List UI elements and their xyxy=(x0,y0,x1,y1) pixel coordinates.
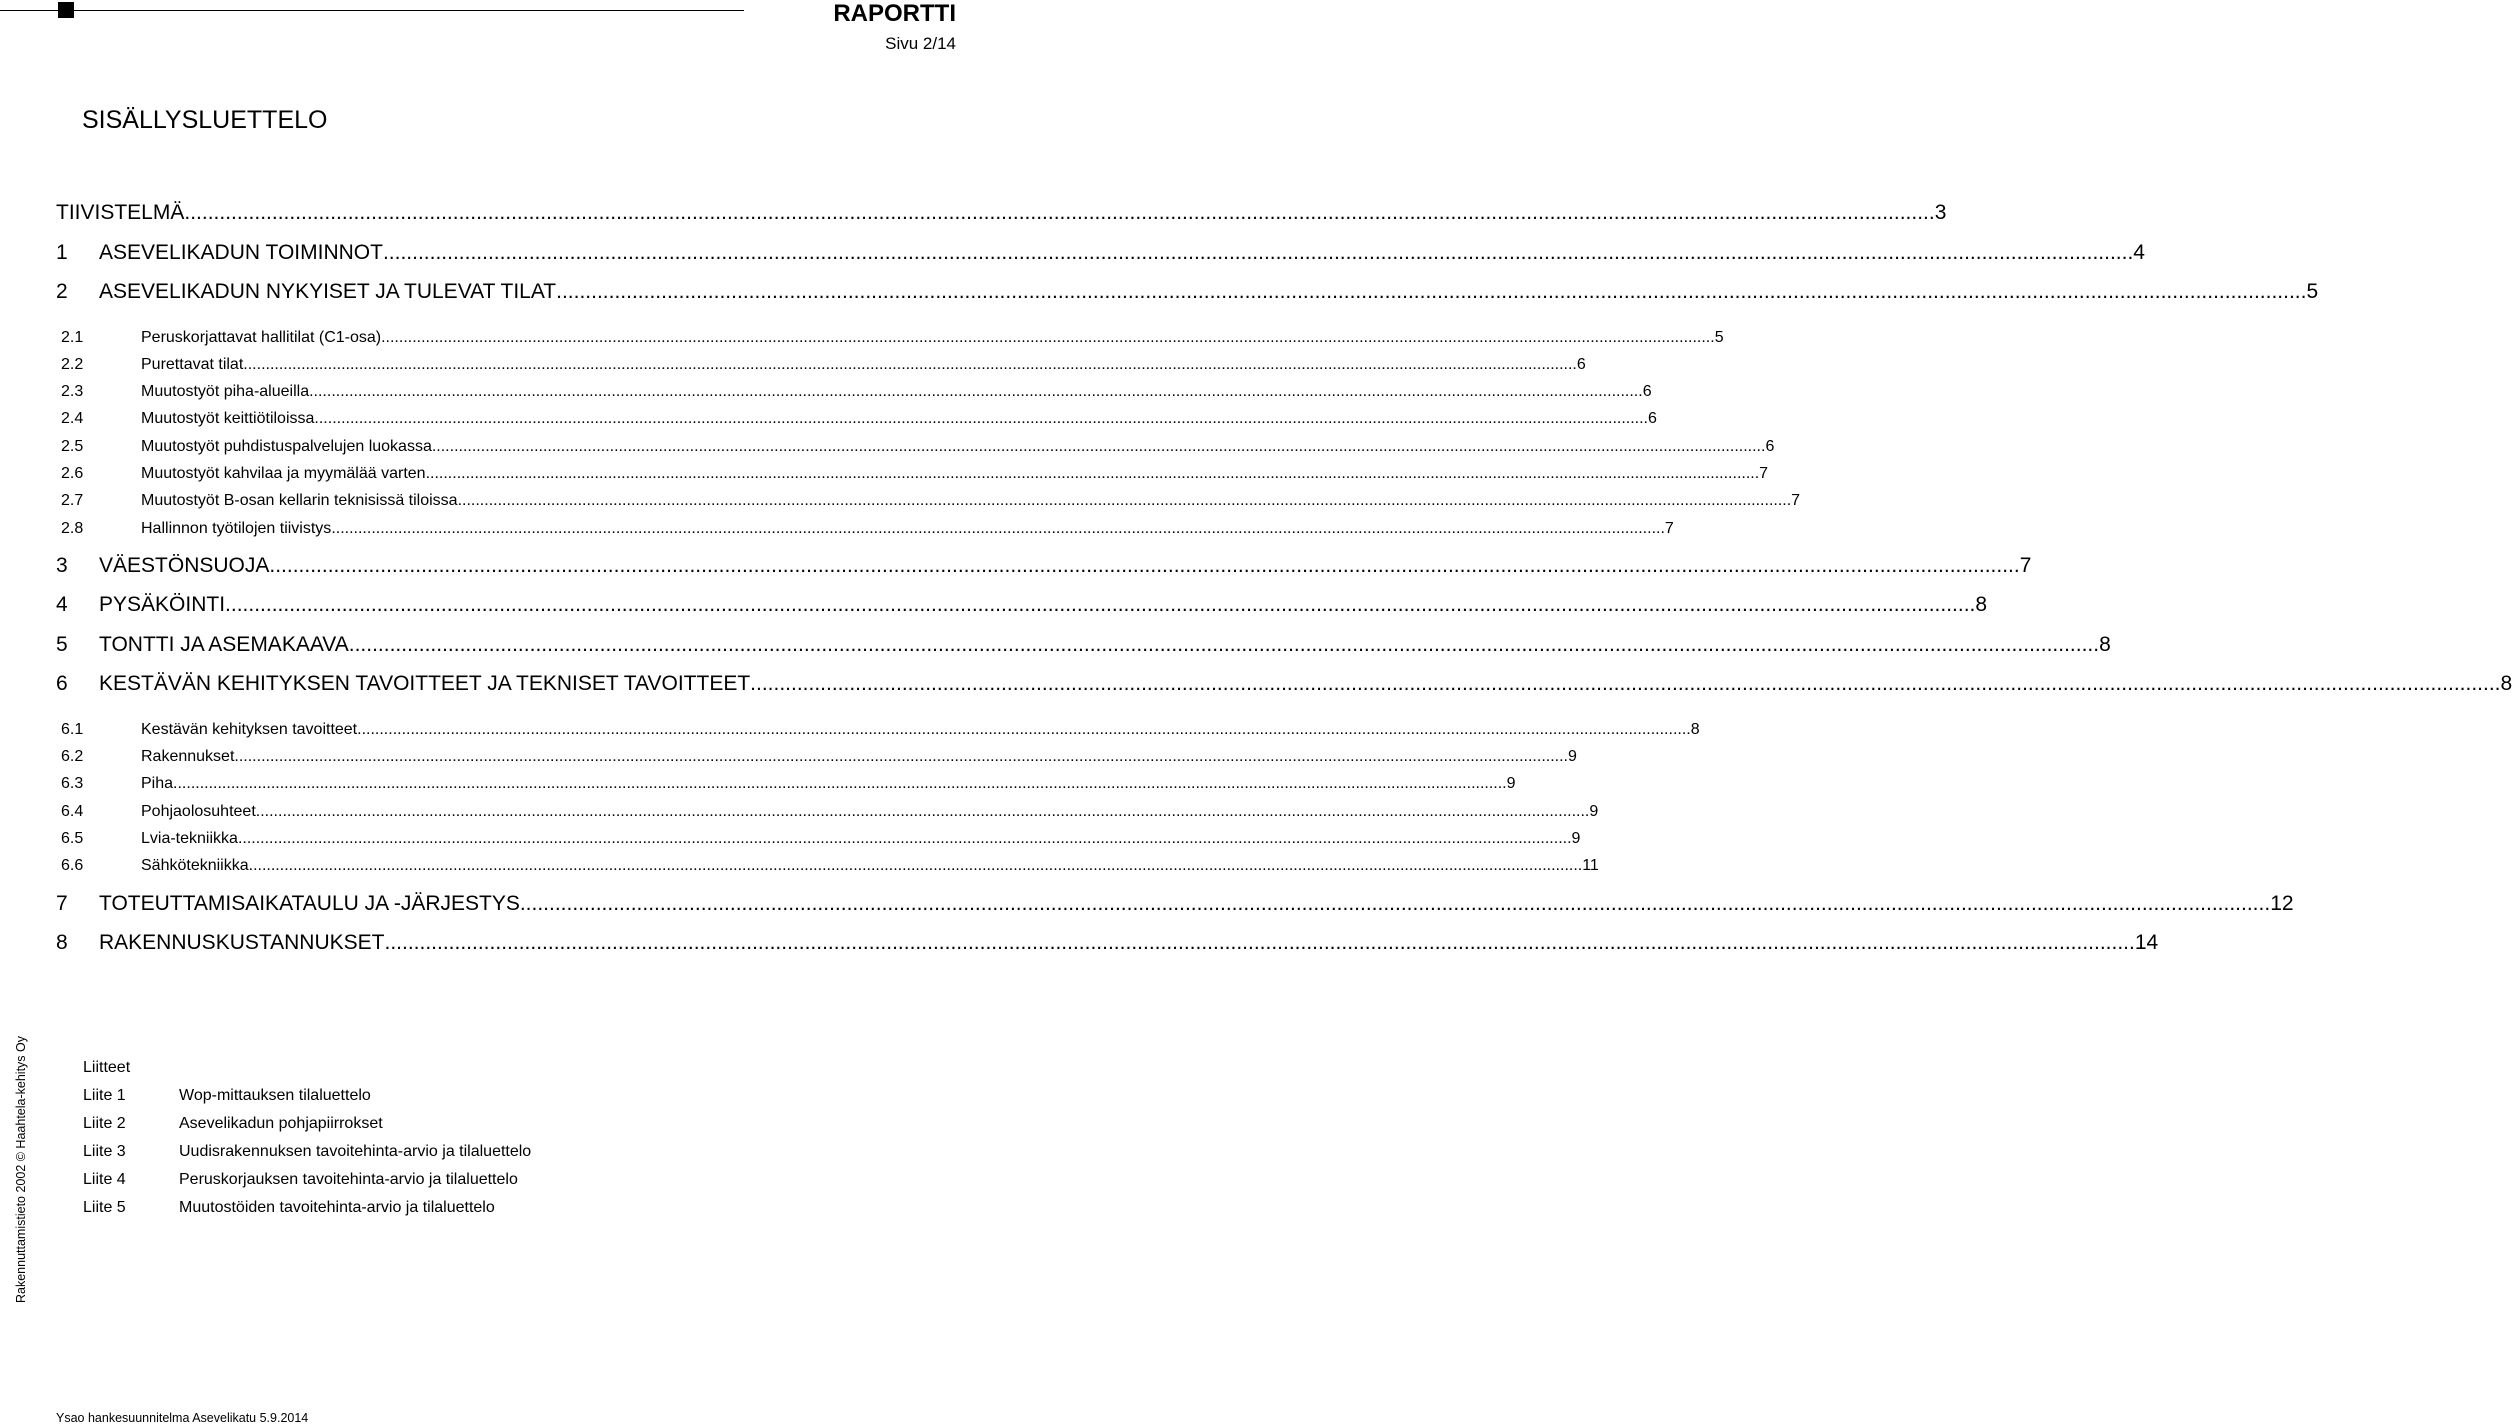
toc-number: 7 xyxy=(56,891,68,915)
toc-leader-dots: ............................................................................................................................................................................................................................................................................................................ xyxy=(184,201,1935,224)
toc-label: Kestävän kehityksen tavoitteet xyxy=(141,720,358,738)
toc-label: Muutostyöt piha-alueilla xyxy=(141,383,310,401)
toc-label: Piha xyxy=(141,775,174,793)
toc-leader-dots: ............................................................................................................................................................................................................................................................................................................ xyxy=(750,672,2501,696)
toc-number: 2.8 xyxy=(61,519,84,537)
toc-page-number: 5 xyxy=(2306,280,2319,303)
toc-number: 5 xyxy=(56,632,68,656)
toc-entry[interactable] xyxy=(56,327,1724,354)
toc-page-number: 8 xyxy=(1975,593,1988,617)
toc-label: ASEVELIKADUN TOIMINNOT xyxy=(99,240,383,264)
toc-page-number: 7 xyxy=(1664,519,1674,537)
toc-entry[interactable] xyxy=(56,408,1657,435)
toc-number: 2.6 xyxy=(61,464,84,482)
toc-number: 2.7 xyxy=(61,492,84,510)
toc-entry[interactable] xyxy=(56,590,1988,630)
toc-page-number: 3 xyxy=(1934,201,1947,224)
attachment-id: Liite 3 xyxy=(83,1143,126,1160)
toc-page-number: 7 xyxy=(1759,464,1769,482)
toc-label: Muutostyöt keittiötiloissa xyxy=(141,410,315,428)
toc-entry[interactable] xyxy=(56,198,1947,238)
toc-leader-dots: ............................................................................................................................................................................................................................................................................................................ xyxy=(269,553,2020,577)
toc-entry[interactable] xyxy=(56,669,2512,709)
toc-label: Peruskorjattavat hallitilat (C1-osa) xyxy=(141,328,382,346)
toc-entry[interactable] xyxy=(56,490,1801,517)
toc-entry[interactable] xyxy=(56,436,1775,463)
attachment-id: Liite 5 xyxy=(83,1199,126,1216)
toc-number: 2.2 xyxy=(61,355,84,373)
toc-entry[interactable] xyxy=(56,277,2319,317)
toc-label: Rakennukset xyxy=(141,748,235,766)
toc-label: VÄESTÖNSUOJA xyxy=(99,553,270,577)
attachment-row xyxy=(83,1197,903,1225)
toc-leader-dots: ............................................................................................................................................................................................................................................................................................................ xyxy=(243,355,1577,373)
toc-number: 6.4 xyxy=(61,802,84,820)
toc-label: Pohjaolosuhteet xyxy=(141,802,256,820)
toc-label: Muutostyöt B-osan kellarin teknisissä tiloissa xyxy=(141,492,458,510)
toc-leader-dots: ............................................................................................................................................................................................................................................................................................................ xyxy=(384,931,2135,955)
toc-label: ASEVELIKADUN NYKYISET JA TULEVAT TILAT xyxy=(99,280,557,303)
toc-leader-dots: ............................................................................................................................................................................................................................................................................................................ xyxy=(556,280,2307,303)
toc-number: 2.4 xyxy=(61,410,84,428)
toc-leader-dots: ............................................................................................................................................................................................................................................................................................................ xyxy=(237,830,1572,848)
toc-label: Sähkötekniikka xyxy=(141,857,249,875)
toc-leader-dots: ............................................................................................................................................................................................................................................................................................................ xyxy=(382,240,2134,264)
toc-number: 2.3 xyxy=(61,383,84,401)
attachment-id: Liite 2 xyxy=(83,1115,126,1132)
toc-number: 4 xyxy=(56,593,68,617)
toc-entry[interactable] xyxy=(56,855,1599,882)
attachments-list xyxy=(83,1057,903,1225)
toc-number: 6.1 xyxy=(61,720,84,738)
vertical-copyright-text: Rakennuttamistieto 2002 © Haahtela-kehitys Oy xyxy=(14,1036,28,1303)
toc-page-number: 14 xyxy=(2134,931,2159,955)
header-rule-left xyxy=(0,10,58,11)
toc-page-number: 6 xyxy=(1576,355,1586,373)
attachment-id: Liite 1 xyxy=(83,1087,126,1104)
attachment-description: Uudisrakennuksen tavoitehinta-arvio ja tilaluettelo xyxy=(179,1143,532,1160)
toc-leader-dots: ............................................................................................................................................................................................................................................................................................................ xyxy=(255,802,1590,820)
toc-entry[interactable] xyxy=(56,518,1674,545)
toc-entry[interactable] xyxy=(56,828,1581,855)
toc-label: Muutostyöt kahvilaa ja myymälää varten xyxy=(141,464,426,482)
toc-page-number: 11 xyxy=(1582,857,1599,875)
toc-page-number: 12 xyxy=(2270,891,2294,915)
header-square-mark xyxy=(58,2,74,18)
toc-page-number: 6 xyxy=(1648,410,1657,428)
toc-label: TOTEUTTAMISAIKATAULU JA -JÄRJESTYS xyxy=(99,891,520,915)
toc-label: PYSÄKÖINTI xyxy=(99,593,226,617)
toc-number: 2.5 xyxy=(61,437,84,455)
toc-entry[interactable] xyxy=(56,889,2294,929)
toc-leader-dots: ............................................................................................................................................................................................................................................................................................................ xyxy=(173,775,1507,793)
toc-entry[interactable] xyxy=(56,354,1586,381)
toc-entry[interactable] xyxy=(56,463,1769,490)
table-of-contents xyxy=(56,198,2512,968)
toc-label: TONTTI JA ASEMAKAAVA xyxy=(99,632,349,656)
toc-page-number: 9 xyxy=(1567,748,1577,766)
attachment-row xyxy=(83,1141,903,1169)
toc-page-number: 7 xyxy=(1791,492,1801,510)
toc-number: 2.1 xyxy=(61,328,84,346)
toc-label: Muutostyöt puhdistuspalvelujen luokassa xyxy=(141,437,432,455)
report-label: RAPORTTI xyxy=(833,0,956,27)
attachment-description: Muutostöiden tavoitehinta-arvio ja tilaluettelo xyxy=(179,1199,495,1216)
toc-number: 6.6 xyxy=(61,857,84,875)
attachment-description: Asevelikadun pohjapiirrokset xyxy=(179,1115,383,1132)
attachment-description: Peruskorjauksen tavoitehinta-arvio ja tilaluettelo xyxy=(179,1171,518,1188)
toc-label: RAKENNUSKUSTANNUKSET xyxy=(99,931,385,955)
page-number: Sivu 2/14 xyxy=(885,34,956,53)
toc-entry[interactable] xyxy=(56,719,1700,746)
toc-label: KESTÄVÄN KEHITYKSEN TAVOITTEET JA TEKNISET TAVOITTEET xyxy=(99,672,751,696)
toc-page-number: 8 xyxy=(2500,672,2512,696)
toc-page-number: 7 xyxy=(2019,553,2032,577)
toc-entry[interactable] xyxy=(56,746,1577,773)
toc-leader-dots: ............................................................................................................................................................................................................................................................................................................ xyxy=(357,720,1691,738)
toc-entry[interactable] xyxy=(56,630,2111,670)
attachment-id: Liite 4 xyxy=(83,1171,126,1188)
toc-leader-dots: ............................................................................................................................................................................................................................................................................................................ xyxy=(425,464,1760,482)
toc-page-number: 8 xyxy=(1690,720,1700,738)
toc-page-number: 9 xyxy=(1506,775,1516,793)
toc-leader-dots: ............................................................................................................................................................................................................................................................................................................ xyxy=(248,857,1583,875)
header-rule-right xyxy=(74,10,744,11)
toc-page-number: 9 xyxy=(1589,802,1599,820)
toc-number: 6.3 xyxy=(61,775,84,793)
toc-label: Hallinnon työtilojen tiivistys xyxy=(141,519,332,537)
toc-leader-dots: ............................................................................................................................................................................................................................................................................................................ xyxy=(225,593,1976,617)
toc-entry[interactable] xyxy=(56,238,2145,278)
toc-leader-dots: ............................................................................................................................................................................................................................................................................................................ xyxy=(348,632,2100,656)
toc-number: 6 xyxy=(56,672,68,696)
toc-leader-dots: ............................................................................................................................................................................................................................................................................................................ xyxy=(234,748,1568,766)
toc-number: 6.2 xyxy=(61,748,84,766)
toc-page-number: 9 xyxy=(1571,830,1581,848)
toc-leader-dots: ............................................................................................................................................................................................................................................................................................................ xyxy=(314,410,1648,428)
attachment-row xyxy=(83,1169,903,1197)
toc-leader-dots: ............................................................................................................................................................................................................................................................................................................ xyxy=(431,437,1766,455)
toc-page-number: 5 xyxy=(1714,328,1724,346)
toc-leader-dots: ............................................................................................................................................................................................................................................................................................................ xyxy=(519,891,2271,915)
attachment-description: Wop-mittauksen tilaluettelo xyxy=(179,1087,371,1104)
toc-entry[interactable] xyxy=(56,381,1652,408)
toc-entry[interactable] xyxy=(56,928,2159,968)
toc-number: 8 xyxy=(56,931,68,955)
toc-entry[interactable] xyxy=(56,801,1599,828)
toc-label: TIIVISTELMÄ xyxy=(56,201,185,224)
toc-page-number: 6 xyxy=(1765,437,1775,455)
toc-number: 6.5 xyxy=(61,830,84,848)
toc-page-number: 4 xyxy=(2133,240,2145,264)
toc-label: Lvia-tekniikka xyxy=(141,830,238,848)
attachments-title: Liitteet xyxy=(83,1059,131,1076)
toc-number: 3 xyxy=(56,553,68,577)
toc-entry[interactable] xyxy=(56,551,2032,591)
attachment-row xyxy=(83,1085,903,1113)
toc-number: 1 xyxy=(56,240,68,264)
toc-leader-dots: ............................................................................................................................................................................................................................................................................................................ xyxy=(457,492,1792,510)
toc-leader-dots: ............................................................................................................................................................................................................................................................................................................ xyxy=(331,519,1665,537)
toc-leader-dots: ............................................................................................................................................................................................................................................................................................................ xyxy=(381,328,1715,346)
toc-label: Purettavat tilat xyxy=(141,355,244,373)
attachment-row xyxy=(83,1113,903,1141)
page-title: SISÄLLYSLUETTELO xyxy=(82,106,328,134)
toc-page-number: 6 xyxy=(1642,383,1652,401)
toc-page-number: 8 xyxy=(2099,632,2111,656)
toc-entry[interactable] xyxy=(56,773,1516,800)
toc-leader-dots: ............................................................................................................................................................................................................................................................................................................ xyxy=(309,383,1643,401)
toc-number: 2 xyxy=(56,280,68,303)
footer-text: Ysao hankesuunnitelma Asevelikatu 5.9.2014 xyxy=(56,1411,309,1425)
